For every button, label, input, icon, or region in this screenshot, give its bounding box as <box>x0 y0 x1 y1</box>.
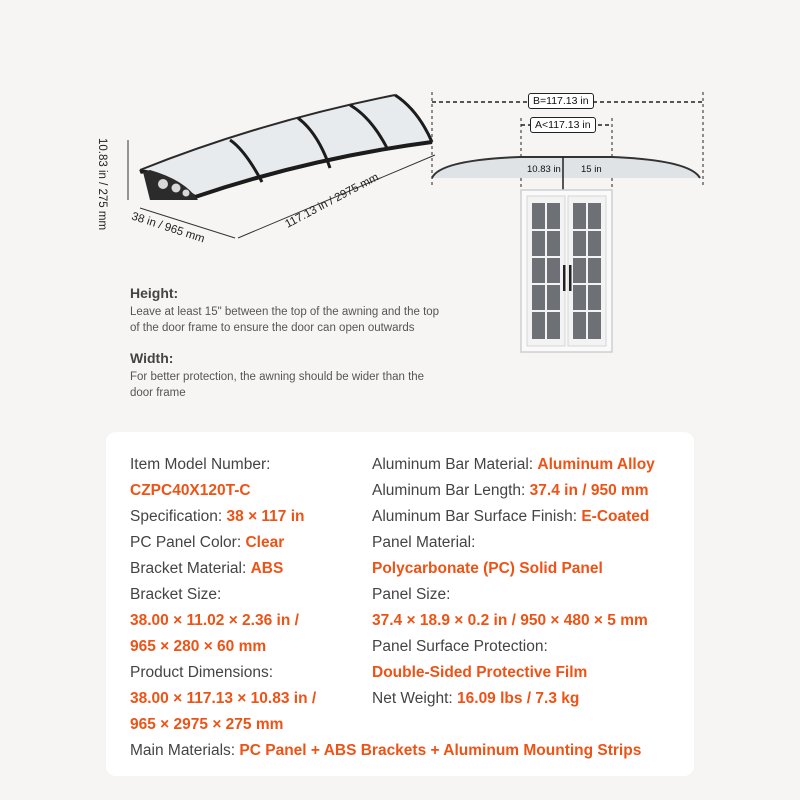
surface-protection-label: Panel Surface Protection: <box>372 638 548 655</box>
spec-column-right <box>372 452 692 712</box>
clearance-label: 15 in <box>581 164 602 175</box>
bar-finish-value: E-Coated <box>581 508 650 525</box>
installation-notes <box>130 285 480 415</box>
spec-main-materials <box>130 738 710 764</box>
model-label: Item Model Number: <box>130 456 271 473</box>
bar-finish-label: Aluminum Bar Surface Finish: <box>372 508 578 525</box>
bracket-size-label: Bracket Size: <box>130 586 222 603</box>
bar-length-label: Aluminum Bar Length: <box>372 482 526 499</box>
width-note-text <box>130 369 480 401</box>
a-width-label: A<117.13 in <box>530 117 596 133</box>
product-dimensions-value-2: 965 × 2975 × 275 mm <box>130 716 284 733</box>
height-note-line-1: Leave at least 15" between the top of the awning and the top <box>130 306 440 318</box>
product-dimensions-value-1: 38.00 × 117.13 × 10.83 in / <box>130 690 317 707</box>
bracket-size-value-1: 38.00 × 11.02 × 2.36 in / <box>130 612 299 629</box>
panel-size-value: 37.4 × 18.9 × 0.2 in / 950 × 480 × 5 mm <box>372 612 648 629</box>
product-dimensions-label: Product Dimensions: <box>130 664 274 681</box>
bar-material-value: Aluminum Alloy <box>537 456 655 473</box>
panel-color-value: Clear <box>245 534 285 551</box>
length-dimension-label: 117.13 in / 2975 mm <box>283 171 381 231</box>
bracket-size-value-2: 965 × 280 × 60 mm <box>130 638 267 655</box>
height-note-title: Height: <box>130 285 179 301</box>
width-note-line-2: door frame <box>130 387 186 399</box>
panel-material-value: Polycarbonate (PC) Solid Panel <box>372 560 603 577</box>
model-value: CZPC40X120T-C <box>130 482 251 499</box>
height-note-line-2: of the door frame to ensure the door can open outwards <box>130 322 415 334</box>
height-note-text <box>130 304 480 336</box>
spec-column-left <box>130 452 370 738</box>
main-materials-value: PC Panel + ABS Brackets + Aluminum Mounting Strips <box>239 742 642 759</box>
bracket-material-label: Bracket Material: <box>130 560 247 577</box>
main-materials-label: Main Materials: <box>130 742 236 759</box>
panel-size-label: Panel Size: <box>372 586 451 603</box>
surface-protection-value: Double-Sided Protective Film <box>372 664 588 681</box>
specification-value: 38 × 117 in <box>226 508 305 525</box>
specification-label: Specification: <box>130 508 223 525</box>
bar-material-label: Aluminum Bar Material: <box>372 456 534 473</box>
depth-dimension-label: 38 in / 965 mm <box>130 210 207 246</box>
width-note-line-1: For better protection, the awning should be wider than the <box>130 371 425 383</box>
net-weight-value: 16.09 lbs / 7.3 kg <box>457 690 580 707</box>
height-dimension-label: 10.83 in / 275 mm <box>96 137 109 231</box>
side-height-label: 10.83 in <box>527 164 561 175</box>
panel-color-label: PC Panel Color: <box>130 534 242 551</box>
net-weight-label: Net Weight: <box>372 690 453 707</box>
bar-length-value: 37.4 in / 950 mm <box>529 482 649 499</box>
b-width-label: B=117.13 in <box>528 93 594 109</box>
bracket-material-value: ABS <box>250 560 284 577</box>
panel-material-label: Panel Material: <box>372 534 476 551</box>
width-note-title: Width: <box>130 350 174 366</box>
